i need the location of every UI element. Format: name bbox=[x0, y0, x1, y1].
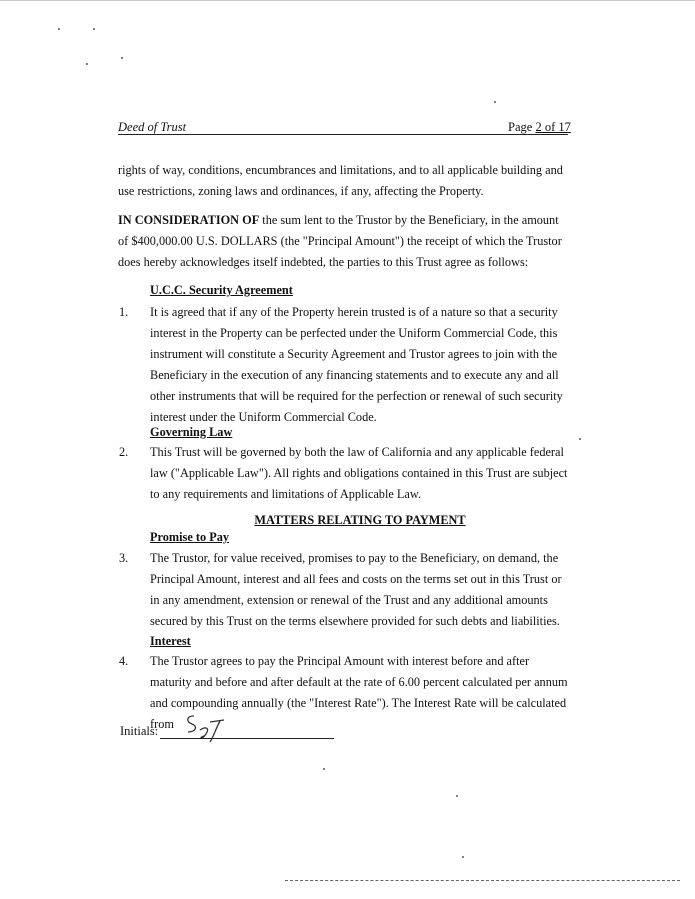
page-count: 2 of 17 bbox=[535, 120, 571, 134]
initials-line bbox=[160, 738, 334, 739]
page-prefix: Page bbox=[508, 120, 536, 134]
scan-speck bbox=[462, 856, 464, 858]
consideration-lead: IN CONSIDERATION OF bbox=[118, 213, 260, 227]
section-text-governing-law: This Trust will be governed by both the law of California and any applicable federal law ("Applicable Law"). All rights and obligations contained in this Trust are subject to any requirements and limitations of Applicable Law. bbox=[150, 445, 568, 501]
scan-speck bbox=[323, 768, 325, 770]
bottom-scan-rule bbox=[285, 880, 680, 881]
consideration-text: the sum lent to the Trustor by the Beneficiary, in the amount of $400,000.00 U.S. DOLLARS (the "Principal Amount") the receipt of which the Trustor does hereby acknowledges itself indebted, the parties to this Trust agree as follows: bbox=[118, 213, 562, 269]
document-title: Deed of Trust bbox=[118, 120, 187, 134]
top-edge-rule bbox=[0, 0, 695, 1]
scan-speck bbox=[121, 57, 123, 59]
initials-label: Initials: bbox=[120, 724, 159, 738]
section-heading-promise-to-pay: Promise to Pay bbox=[150, 530, 229, 544]
matters-heading: MATTERS RELATING TO PAYMENT bbox=[254, 513, 466, 527]
section-number-2: 2. bbox=[119, 445, 129, 459]
header-rule bbox=[118, 134, 568, 135]
page-number bbox=[508, 120, 571, 135]
section-heading-interest: Interest bbox=[150, 634, 191, 648]
section-number-4: 4. bbox=[119, 654, 129, 668]
consideration-paragraph bbox=[118, 210, 570, 273]
initials-signature bbox=[180, 712, 230, 746]
scan-speck bbox=[456, 795, 458, 797]
scan-speck bbox=[86, 63, 88, 65]
section-text-ucc: It is agreed that if any of the Property herein trusted is of a nature so that a security interest in the Property can be perfected under the Uniform Commercial Code, this instrument will constitute a Security Agreement and Trustor agrees to join with the Beneficiary in the execution of any financing statements and to execute any and all other instruments that will be required for the perfection or renewal of such security interest under the Uniform Commercial Code. bbox=[150, 305, 563, 424]
scan-speck bbox=[93, 28, 95, 30]
section-number-3: 3. bbox=[119, 551, 129, 565]
section-heading-governing-law: Governing Law bbox=[150, 425, 233, 439]
scan-speck bbox=[494, 101, 496, 103]
scan-speck bbox=[579, 438, 581, 440]
section-number-1: 1. bbox=[119, 305, 129, 319]
section-text-promise-to-pay: The Trustor, for value received, promises to pay to the Beneficiary, on demand, the Principal Amount, interest and all fees and costs on the terms set out in this Trust or in any amendment, extension or renewal of the Trust and any additional amounts secured by this Trust on the terms elsewhere provided for such debts and liabilities. bbox=[150, 551, 562, 628]
scan-speck bbox=[58, 28, 60, 30]
section-text-interest: The Trustor agrees to pay the Principal Amount with interest before and after maturity and before and after default at the rate of 6.00 percent calculated per annum and compounding annually (the "Interest Rate"). The Interest Rate will be calculated from bbox=[150, 654, 568, 731]
section-heading-ucc: U.C.C. Security Agreement bbox=[150, 283, 293, 297]
intro-paragraph: rights of way, conditions, encumbrances and limitations, and to all applicable building and use restrictions, zoning laws and ordinances, if any, affecting the Property. bbox=[118, 163, 563, 198]
